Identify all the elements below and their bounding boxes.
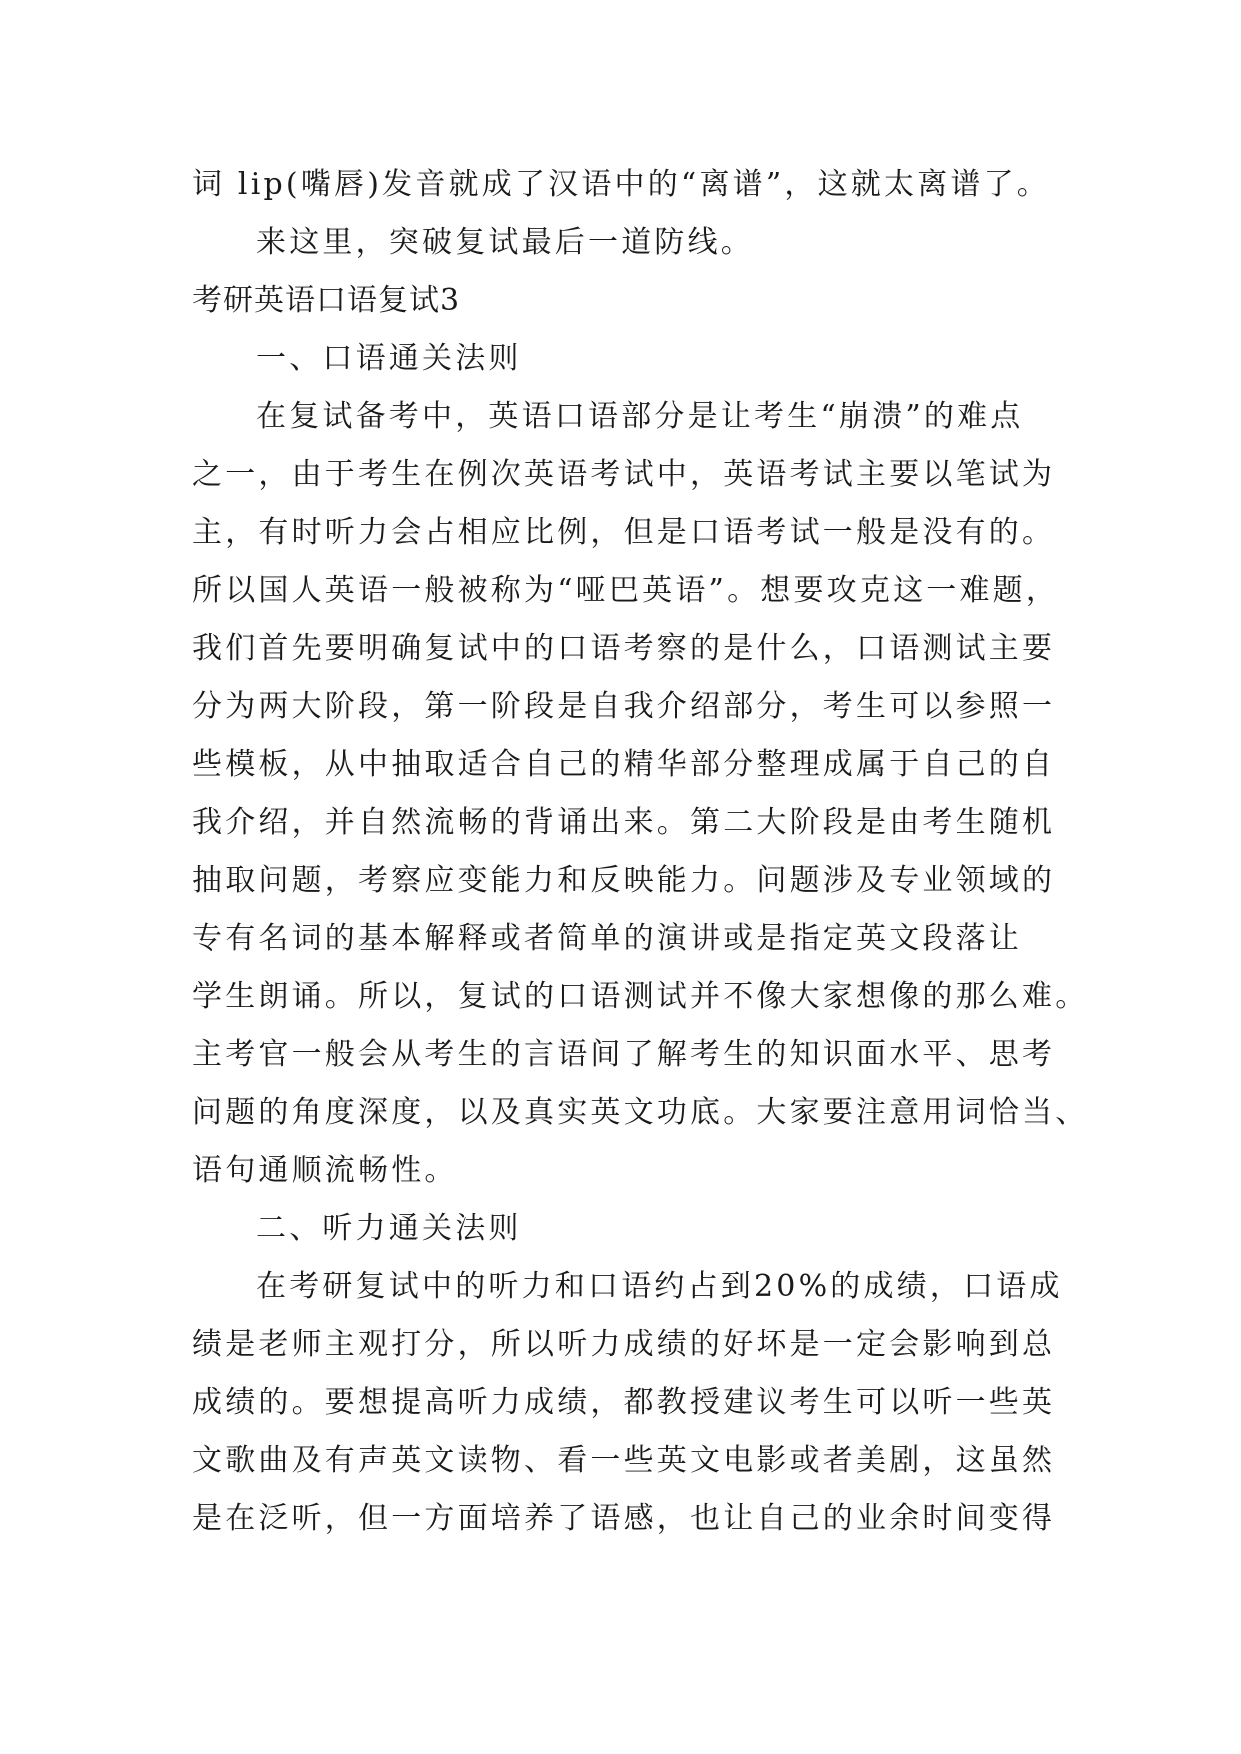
text-line: 些模板，从中抽取适合自己的精华部分整理成属于自己的自 [192,747,1056,782]
text-line: 抽取问题，考察应变能力和反映能力。问题涉及专业领域的 [192,863,1056,898]
document-page [192,156,1089,1548]
text-line: 主，有时听力会占相应比例，但是口语考试一般是没有的。 [192,515,1056,550]
text-line: 绩是老师主观打分，所以听力成绩的好坏是一定会影响到总 [192,1327,1056,1362]
text-line: 是在泛听，但一方面培养了语感，也让自己的业余时间变得 [192,1501,1056,1536]
text-line: 问题的角度深度，以及真实英文功底。大家要注意用词恰当、 [192,1095,1089,1130]
text-line: 我介绍，并自然流畅的背诵出来。第二大阶段是由考生随机 [192,805,1056,840]
text-line: 所以国人英语一般被称为“哑巴英语”。想要攻克这一难题， [192,573,1060,608]
subsection-heading: 一、口语通关法则 [256,341,522,376]
text-line: 来这里，突破复试最后一道防线。 [256,225,754,260]
subsection-heading: 二、听力通关法则 [256,1211,522,1246]
text-line: 在复试备考中，英语口语部分是让考生“崩溃”的难点 [256,399,1024,434]
text-line: 我们首先要明确复试中的口语考察的是什么，口语测试主要 [192,631,1056,666]
text-line: 成绩的。要想提高听力成绩，都教授建议考生可以听一些英 [192,1385,1056,1420]
text-line: 语句通顺流畅性。 [192,1153,458,1188]
text-line: 分为两大阶段，第一阶段是自我介绍部分，考生可以参照一 [192,689,1056,724]
text-line: 主考官一般会从考生的言语间了解考生的知识面水平、思考 [192,1037,1056,1072]
text-line: 词 lip(嘴唇)发音就成了汉语中的“离谱”，这就太离谱了。 [192,167,1051,202]
text-line: 之一，由于考生在例次英语考试中，英语考试主要以笔试为 [192,457,1056,492]
text-line: 学生朗诵。所以，复试的口语测试并不像大家想像的那么难。 [192,979,1089,1014]
text-line: 专有名词的基本解释或者简单的演讲或是指定英文段落让 [192,921,1022,956]
section-title: 考研英语口语复试3 [192,283,461,318]
text-line: 在考研复试中的听力和口语约占到20%的成绩，口语成 [256,1269,1063,1304]
text-line: 文歌曲及有声英文读物、看一些英文电影或者美剧，这虽然 [192,1443,1056,1478]
